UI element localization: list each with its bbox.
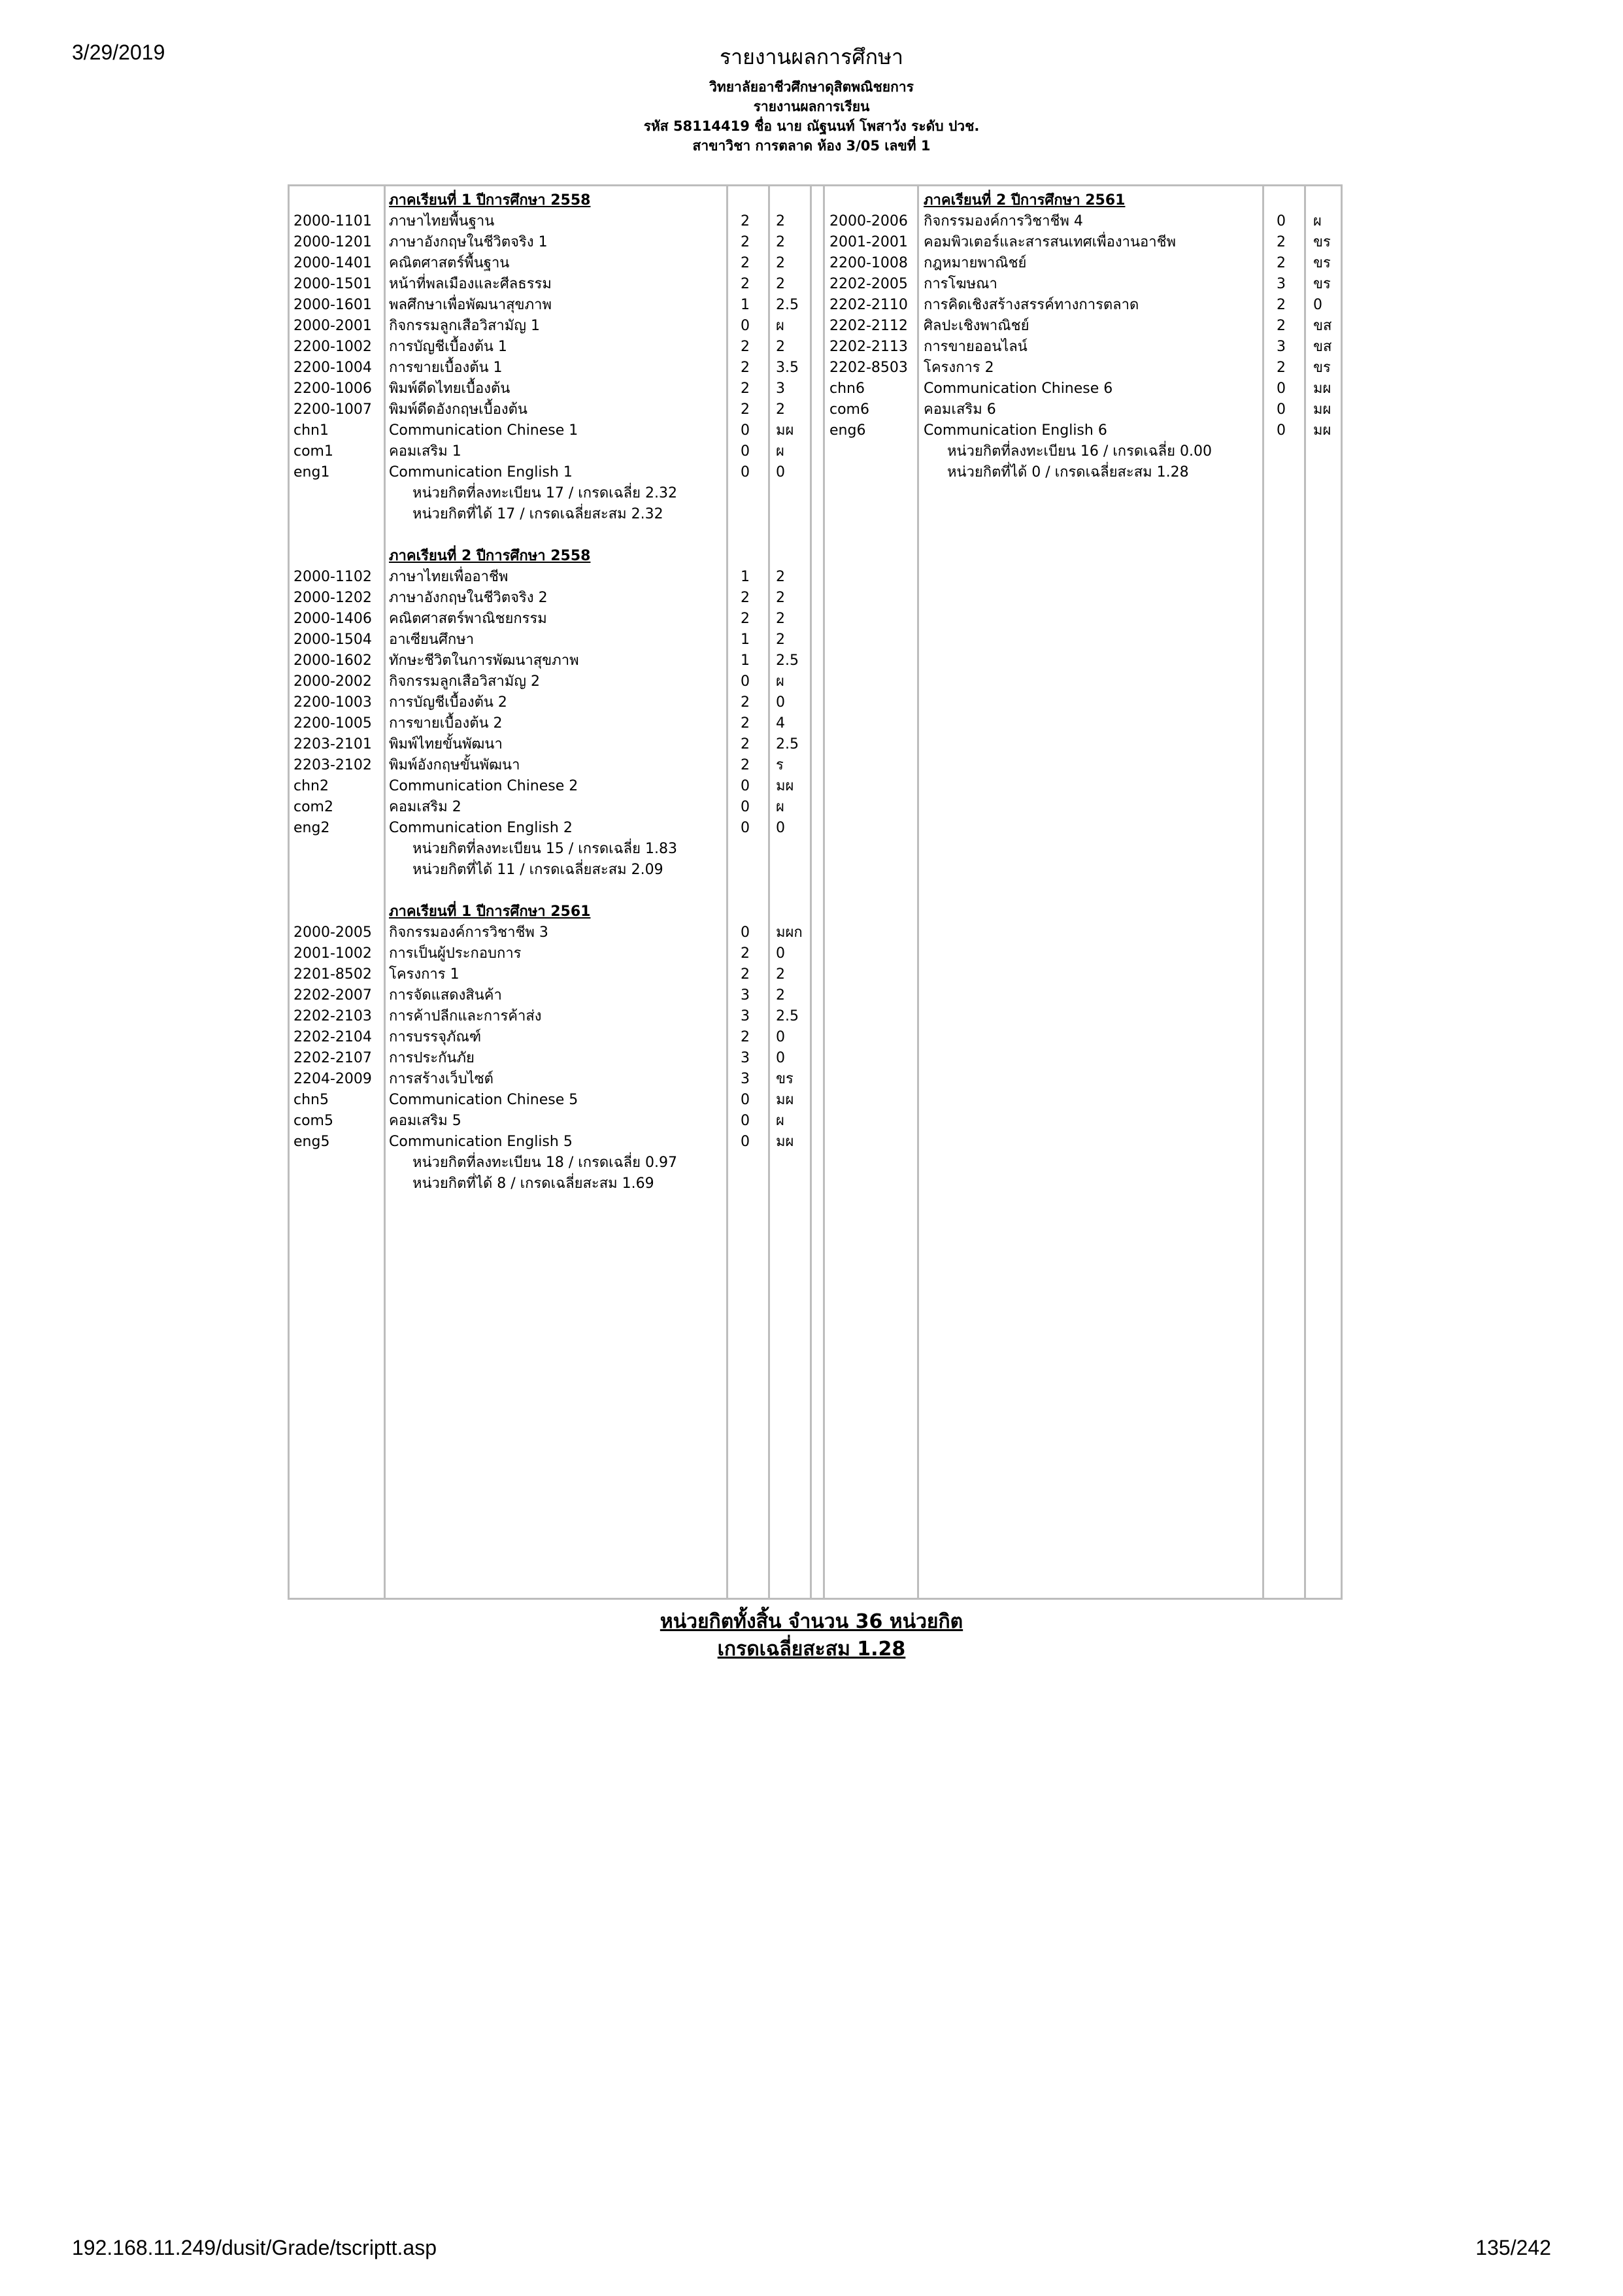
course-row — [290, 985, 1335, 1006]
course-credit: 0 — [1277, 422, 1286, 439]
course-grade: 2 — [776, 611, 785, 627]
course-name: การเป็นผู้ประกอบการ — [389, 945, 522, 962]
course-grade: 3.5 — [776, 360, 799, 376]
course-credit: 2 — [741, 590, 750, 606]
course-grade: ขร — [1313, 276, 1331, 292]
print-page-title: รายงานผลการศึกษา — [719, 44, 903, 69]
course-code: 2202-2104 — [293, 1029, 372, 1045]
course-grade: ผ — [1313, 213, 1322, 229]
course-code: 2000-1601 — [293, 297, 372, 313]
course-credit: 0 — [741, 1092, 750, 1108]
course-name: การบัญชีเบื้องต้น 2 — [389, 694, 507, 711]
course-name: Communication Chinese 5 — [389, 1092, 578, 1108]
course-grade: ขร — [1313, 360, 1331, 376]
summary-text: หน่วยกิตที่ได้ 17 / เกรดเฉลี่ยสะสม 2.32 — [412, 506, 663, 522]
course-grade: 4 — [776, 715, 785, 732]
term-heading — [290, 190, 1335, 211]
course-name: คอมเสริม 6 — [924, 401, 996, 418]
course-credit: 1 — [741, 652, 750, 669]
course-credit: 0 — [741, 422, 750, 439]
college-name: วิทยาลัยอาชีวศึกษาดุสิตพณิชยการ — [709, 79, 914, 95]
course-credit: 2 — [1277, 360, 1286, 376]
course-name: คอมเสริม 1 — [389, 443, 461, 460]
print-page-number: 135/242 — [1475, 2236, 1551, 2259]
report-header — [0, 77, 1623, 156]
course-credit: 0 — [741, 318, 750, 334]
course-credit: 0 — [1277, 401, 1286, 418]
course-credit: 0 — [741, 799, 750, 815]
course-credit: 0 — [1277, 380, 1286, 397]
print-url: 192.168.11.249/dusit/Grade/tscriptt.asp — [72, 2236, 437, 2259]
grade-table — [288, 184, 1343, 1600]
course-row — [290, 797, 1335, 818]
course-credit: 0 — [741, 778, 750, 794]
course-row — [290, 399, 1335, 420]
course-name: คณิตศาสตร์พื้นฐาน — [389, 255, 510, 271]
course-row — [290, 295, 1335, 316]
term-summary — [290, 441, 1335, 462]
course-grade: 2 — [776, 339, 785, 355]
course-code: chn6 — [829, 380, 865, 397]
course-code: eng1 — [293, 464, 330, 481]
course-credit: 2 — [741, 1029, 750, 1045]
course-credit: 2 — [741, 966, 750, 983]
course-code: 2000-1602 — [293, 652, 372, 669]
course-row — [290, 755, 1335, 776]
course-code: 2000-2005 — [293, 924, 372, 941]
term-summary — [290, 462, 1335, 483]
course-grade: ร — [776, 757, 784, 773]
term-title: ภาคเรียนที่ 1 ปีการศึกษา 2558 — [389, 192, 591, 209]
course-grade: 2 — [776, 590, 785, 606]
course-name: การสร้างเว็บไซต์ — [389, 1071, 494, 1087]
course-row — [290, 818, 1335, 839]
course-code: 2200-1005 — [293, 715, 372, 732]
term-summary — [290, 483, 1335, 504]
course-row — [290, 692, 1335, 713]
course-credit: 3 — [741, 1071, 750, 1087]
course-credit: 2 — [741, 401, 750, 418]
course-row — [290, 588, 1335, 609]
course-grade: 0 — [776, 945, 785, 962]
course-name: คอมเสริม 2 — [389, 799, 461, 815]
course-code: 2000-1501 — [293, 276, 372, 292]
course-credit: 2 — [741, 736, 750, 752]
spacer-row — [290, 525, 1335, 546]
term-summary — [290, 839, 1335, 860]
course-credit: 2 — [1277, 297, 1286, 313]
course-grade: 0 — [776, 464, 785, 481]
term-heading — [290, 546, 1335, 567]
print-date: 3/29/2019 — [72, 41, 165, 64]
course-name: คอมเสริม 5 — [389, 1113, 461, 1129]
summary-text: หน่วยกิตที่ลงทะเบียน 15 / เกรดเฉลี่ย 1.83 — [412, 841, 678, 857]
course-name: อาเซียนศึกษา — [389, 632, 475, 648]
course-grade: มผ — [776, 1092, 794, 1108]
course-row — [290, 671, 1335, 692]
course-credit: 3 — [1277, 339, 1286, 355]
course-code: 2203-2102 — [293, 757, 372, 773]
course-grade: ขร — [776, 1071, 794, 1087]
course-code: com1 — [293, 443, 333, 460]
course-credit: 2 — [741, 360, 750, 376]
course-name: โครงการ 2 — [924, 360, 994, 376]
course-code: 2000-2001 — [293, 318, 372, 334]
course-name: กิจกรรมองค์การวิชาชีพ 4 — [924, 213, 1083, 229]
course-credit: 2 — [741, 611, 750, 627]
course-row — [290, 1132, 1335, 1153]
course-grade: 0 — [776, 694, 785, 711]
course-code: 2000-1102 — [293, 569, 372, 585]
course-name: คณิตศาสตร์พาณิชยกรรม — [389, 611, 547, 627]
course-name: พิมพ์ไทยขั้นพัฒนา — [389, 736, 503, 752]
course-credit: 0 — [741, 1134, 750, 1150]
course-name: Communication Chinese 2 — [389, 778, 578, 794]
course-grade: ผ — [776, 673, 784, 690]
course-credit: 3 — [1277, 276, 1286, 292]
course-code: com5 — [293, 1113, 333, 1129]
course-row — [290, 630, 1335, 650]
course-grade: 2 — [776, 213, 785, 229]
course-credit: 2 — [1277, 234, 1286, 250]
course-grade: ขร — [1313, 255, 1331, 271]
summary-text: หน่วยกิตที่ได้ 0 / เกรดเฉลี่ยสะสม 1.28 — [947, 464, 1189, 481]
course-name: ศิลปะเชิงพาณิชย์ — [924, 318, 1029, 334]
course-credit: 3 — [741, 1050, 750, 1066]
course-credit: 0 — [741, 1113, 750, 1129]
course-name: กิจกรรมลูกเสือวิสามัญ 2 — [389, 673, 540, 690]
term-heading — [290, 902, 1335, 922]
course-code: eng6 — [829, 422, 866, 439]
course-code: 2000-2002 — [293, 673, 372, 690]
course-name: พิมพ์อังกฤษขั้นพัฒนา — [389, 757, 520, 773]
course-grade: 2.5 — [776, 652, 799, 669]
course-code: 2202-2112 — [829, 318, 908, 334]
course-name: โครงการ 1 — [389, 966, 460, 983]
course-credit: 2 — [741, 757, 750, 773]
cumulative-gpa: เกรดเฉลี่ยสะสม 1.28 — [717, 1638, 906, 1661]
course-row — [290, 1006, 1335, 1027]
course-name: ภาษาไทยพื้นฐาน — [389, 213, 495, 229]
course-code: com6 — [829, 401, 869, 418]
course-code: 2200-1007 — [293, 401, 372, 418]
summary-text: หน่วยกิตที่ลงทะเบียน 17 / เกรดเฉลี่ย 2.32 — [412, 485, 678, 501]
course-name: คอมพิวเตอร์และสารสนเทศเพื่องานอาชีพ — [924, 234, 1177, 250]
total-credits: หน่วยกิตทั้งสิ้น จำนวน 36 หน่วยกิต — [660, 1610, 963, 1633]
term-title: ภาคเรียนที่ 2 ปีการศึกษา 2558 — [389, 548, 591, 564]
spacer-row — [290, 881, 1335, 902]
course-code: 2200-1006 — [293, 380, 372, 397]
course-grade: 2 — [776, 569, 785, 585]
course-name: Communication English 2 — [389, 820, 573, 836]
course-grade: มผ — [776, 1134, 794, 1150]
course-row — [290, 734, 1335, 755]
course-name: Communication English 1 — [389, 464, 573, 481]
course-row — [290, 1027, 1335, 1048]
course-grade: 2 — [776, 987, 785, 1004]
course-code: chn1 — [293, 422, 329, 439]
course-grade: 2.5 — [776, 297, 799, 313]
course-credit: 1 — [741, 569, 750, 585]
course-code: 2200-1003 — [293, 694, 372, 711]
course-grade: มผ — [776, 422, 794, 439]
course-row — [290, 211, 1335, 232]
course-code: 2202-2005 — [829, 276, 908, 292]
course-grade: 3 — [776, 380, 785, 397]
course-name: Communication English 5 — [389, 1134, 573, 1150]
course-name: การขายออนไลน์ — [924, 339, 1028, 355]
course-name: ภาษาอังกฤษในชีวิตจริง 1 — [389, 234, 548, 250]
course-code: 2203-2101 — [293, 736, 372, 752]
course-code: 2204-2009 — [293, 1071, 372, 1087]
course-code: 2000-1201 — [293, 234, 372, 250]
course-credit: 2 — [741, 276, 750, 292]
course-grade: ผ — [776, 443, 784, 460]
summary-text: หน่วยกิตที่ลงทะเบียน 16 / เกรดเฉลี่ย 0.00 — [947, 443, 1213, 460]
course-code: com2 — [293, 799, 333, 815]
report-title: รายงานผลการเรียน — [753, 99, 870, 114]
course-credit: 1 — [741, 297, 750, 313]
course-code: 2001-2001 — [829, 234, 908, 250]
course-row — [290, 232, 1335, 253]
course-name: พิมพ์ดีดอังกฤษเบื้องต้น — [389, 401, 527, 418]
course-grade: มผ — [1313, 380, 1331, 397]
course-grade: 2 — [776, 255, 785, 271]
course-code: 2000-1401 — [293, 255, 372, 271]
course-credit: 0 — [1277, 213, 1286, 229]
course-credit: 0 — [741, 464, 750, 481]
course-row — [290, 1069, 1335, 1090]
term-summary — [290, 1153, 1335, 1173]
course-grade: 2 — [776, 401, 785, 418]
course-code: chn5 — [293, 1092, 329, 1108]
course-credit: 2 — [741, 213, 750, 229]
course-grade: ผ — [776, 799, 784, 815]
course-code: chn2 — [293, 778, 329, 794]
course-row — [290, 943, 1335, 964]
course-name: Communication English 6 — [924, 422, 1107, 439]
course-row — [290, 567, 1335, 588]
course-row — [290, 253, 1335, 274]
course-name: การโฆษณา — [924, 276, 997, 292]
course-row — [290, 713, 1335, 734]
course-grade: 2 — [776, 276, 785, 292]
course-row — [290, 609, 1335, 630]
course-credit: 2 — [1277, 318, 1286, 334]
course-grade: 0 — [776, 820, 785, 836]
course-credit: 2 — [741, 945, 750, 962]
term-summary — [290, 504, 1335, 525]
course-row — [290, 379, 1335, 399]
course-code: 2202-8503 — [829, 360, 908, 376]
summary-text: หน่วยกิตที่ลงทะเบียน 18 / เกรดเฉลี่ย 0.97 — [412, 1155, 678, 1171]
course-grade: 2.5 — [776, 736, 799, 752]
course-grade: ผ — [776, 1113, 784, 1129]
course-grade: มผก — [776, 924, 803, 941]
course-grade: ผ — [776, 318, 784, 334]
course-row — [290, 1111, 1335, 1132]
student-info: รหัส 58114419 ชื่อ นาย ณัฐนนท์ โพสาวัง ระดับ ปวช. — [643, 118, 980, 134]
course-code: eng2 — [293, 820, 330, 836]
course-credit: 2 — [741, 694, 750, 711]
course-row — [290, 650, 1335, 671]
course-row — [290, 1090, 1335, 1111]
course-grade: 0 — [776, 1050, 785, 1066]
course-row — [290, 420, 1335, 441]
course-row — [290, 964, 1335, 985]
course-name: หน้าที่พลเมืองและศีลธรรม — [389, 276, 552, 292]
course-name: Communication Chinese 6 — [924, 380, 1113, 397]
course-grade: 2 — [776, 234, 785, 250]
course-name: Communication Chinese 1 — [389, 422, 578, 439]
course-code: 2000-1101 — [293, 213, 372, 229]
course-row — [290, 922, 1335, 943]
course-code: 2200-1008 — [829, 255, 908, 271]
course-code: 2000-1504 — [293, 632, 372, 648]
course-name: การค้าปลีกและการค้าส่ง — [389, 1008, 542, 1024]
course-grade: มผ — [1313, 401, 1331, 418]
course-grade: มผ — [1313, 422, 1331, 439]
course-credit: 2 — [741, 255, 750, 271]
course-credit: 2 — [1277, 255, 1286, 271]
course-grade: 2 — [776, 632, 785, 648]
course-name: การบรรจุภัณฑ์ — [389, 1029, 482, 1045]
course-name: ภาษาไทยเพื่ออาชีพ — [389, 569, 509, 585]
term-summary — [290, 860, 1335, 881]
course-name: การคิดเชิงสร้างสรรค์ทางการตลาด — [924, 297, 1139, 313]
course-row — [290, 274, 1335, 295]
course-credit: 2 — [741, 234, 750, 250]
course-name: การประกันภัย — [389, 1050, 475, 1066]
term-title: ภาคเรียนที่ 1 ปีการศึกษา 2561 — [389, 903, 591, 920]
course-credit: 2 — [741, 380, 750, 397]
course-name: พิมพ์ดีดไทยเบื้องต้น — [389, 380, 510, 397]
course-name: ภาษาอังกฤษในชีวิตจริง 2 — [389, 590, 548, 606]
course-name: กิจกรรมองค์การวิชาชีพ 3 — [389, 924, 548, 941]
course-grade: ขส — [1313, 318, 1332, 334]
course-grade: มผ — [776, 778, 794, 794]
course-code: 2000-1202 — [293, 590, 372, 606]
course-grade: 2.5 — [776, 1008, 799, 1024]
course-row — [290, 316, 1335, 337]
course-name: พลศึกษาเพื่อพัฒนาสุขภาพ — [389, 297, 552, 313]
course-name: ทักษะชีวิตในการพัฒนาสุขภาพ — [389, 652, 579, 669]
course-credit: 2 — [741, 339, 750, 355]
course-code: 2202-2007 — [293, 987, 372, 1004]
course-credit: 3 — [741, 987, 750, 1004]
course-code: 2000-1406 — [293, 611, 372, 627]
course-grade: ขส — [1313, 339, 1332, 355]
course-credit: 0 — [741, 820, 750, 836]
course-code: 2202-2103 — [293, 1008, 372, 1024]
course-credit: 0 — [741, 924, 750, 941]
course-code: 2201-8502 — [293, 966, 372, 983]
course-code: 2000-2006 — [829, 213, 908, 229]
course-grade: 0 — [776, 1029, 785, 1045]
course-code: 2202-2107 — [293, 1050, 372, 1066]
course-code: 2202-2113 — [829, 339, 908, 355]
course-name: การขายเบื้องต้น 1 — [389, 360, 503, 376]
course-row — [290, 776, 1335, 797]
course-code: 2001-1002 — [293, 945, 372, 962]
totals-summary — [0, 1608, 1623, 1663]
course-row — [290, 1048, 1335, 1069]
course-grade: ขร — [1313, 234, 1331, 250]
course-credit: 3 — [741, 1008, 750, 1024]
course-credit: 1 — [741, 632, 750, 648]
course-credit: 0 — [741, 673, 750, 690]
term-title: ภาคเรียนที่ 2 ปีการศึกษา 2561 — [924, 192, 1126, 209]
course-name: กิจกรรมลูกเสือวิสามัญ 1 — [389, 318, 540, 334]
course-credit: 0 — [741, 443, 750, 460]
course-row — [290, 358, 1335, 379]
course-row — [290, 337, 1335, 358]
course-code: 2202-2110 — [829, 297, 908, 313]
course-credit: 2 — [741, 715, 750, 732]
course-code: 2200-1004 — [293, 360, 372, 376]
course-name: การจัดแสดงสินค้า — [389, 987, 502, 1004]
course-grade: 0 — [1313, 297, 1322, 313]
course-grade: 2 — [776, 966, 785, 983]
course-name: กฎหมายพาณิชย์ — [924, 255, 1027, 271]
term-summary — [290, 1173, 1335, 1194]
course-name: การบัญชีเบื้องต้น 1 — [389, 339, 507, 355]
program-info: สาขาวิชา การตลาด ห้อง 3/05 เลขที่ 1 — [692, 138, 931, 154]
course-code: 2200-1002 — [293, 339, 372, 355]
summary-text: หน่วยกิตที่ได้ 8 / เกรดเฉลี่ยสะสม 1.69 — [412, 1175, 654, 1192]
course-code: eng5 — [293, 1134, 330, 1150]
course-name: การขายเบื้องต้น 2 — [389, 715, 503, 732]
summary-text: หน่วยกิตที่ได้ 11 / เกรดเฉลี่ยสะสม 2.09 — [412, 862, 663, 878]
